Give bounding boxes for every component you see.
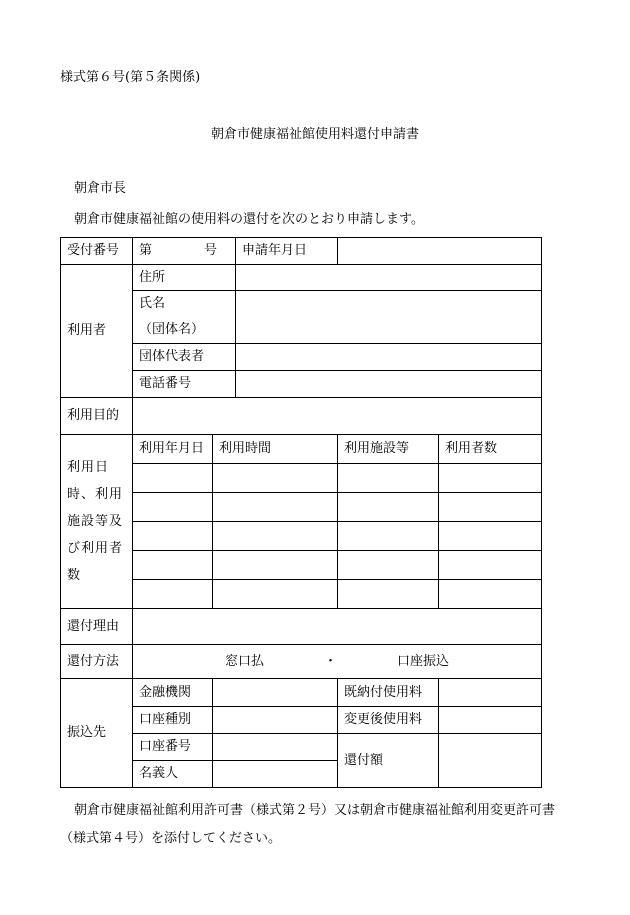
- method-counter-option[interactable]: 窓口払: [224, 653, 264, 669]
- usage-date-cell[interactable]: [133, 464, 213, 493]
- account-type-label: 口座種別: [133, 707, 213, 734]
- refund-method-label: 還付方法: [61, 645, 133, 679]
- usage-date-cell[interactable]: [133, 580, 213, 609]
- usage-time-cell[interactable]: [213, 580, 338, 609]
- usage-facility-cell[interactable]: [338, 464, 439, 493]
- refund-reason-field[interactable]: [133, 609, 542, 645]
- receipt-number-field[interactable]: [133, 238, 236, 265]
- usage-col-date: 利用年月日: [133, 435, 213, 464]
- usage-row: [61, 493, 542, 522]
- usage-row: [61, 464, 542, 493]
- method-separator: ・: [323, 653, 337, 669]
- usage-row: [61, 551, 542, 580]
- usage-row: [61, 580, 542, 609]
- usage-facility-cell[interactable]: [338, 493, 439, 522]
- refund-method-field: [133, 645, 542, 679]
- transfer-label: 振込先: [61, 679, 133, 788]
- usage-count-cell[interactable]: [439, 551, 542, 580]
- usage-facility-cell[interactable]: [338, 551, 439, 580]
- application-form-table: [60, 237, 542, 788]
- usage-row: [61, 522, 542, 551]
- name-label-cell: [133, 291, 236, 344]
- address-field[interactable]: [236, 265, 542, 291]
- user-label: 利用者: [61, 265, 133, 398]
- phone-field[interactable]: [236, 371, 542, 398]
- refund-reason-label: 還付理由: [61, 609, 133, 645]
- intro-text: 朝倉市健康福祉館の使用料の還付を次のとおり申請します。: [74, 212, 424, 227]
- representative-label: 団体代表者: [133, 344, 236, 371]
- refund-amount-label: 還付額: [338, 734, 439, 788]
- attachment-note-line2: （様式第４号）を添付してください。: [60, 831, 282, 846]
- application-date-label: 申請年月日: [236, 238, 338, 265]
- application-date-field[interactable]: [338, 238, 542, 265]
- receipt-number-prefix: 第: [139, 243, 153, 258]
- form-number: 様式第６号(第５条関係): [60, 70, 201, 85]
- attachment-note-line1: 朝倉市健康福祉館利用許可書（様式第２号）又は朝倉市健康福祉館利用変更許可書: [74, 803, 556, 818]
- usage-count-cell[interactable]: [439, 464, 542, 493]
- usage-count-cell[interactable]: [439, 522, 542, 551]
- method-transfer-option[interactable]: 口座振込: [397, 653, 450, 669]
- usage-col-time: 利用時間: [213, 435, 338, 464]
- usage-date-cell[interactable]: [133, 493, 213, 522]
- refund-amount-field[interactable]: [439, 734, 542, 788]
- usage-time-cell[interactable]: [213, 464, 338, 493]
- usage-date-cell[interactable]: [133, 522, 213, 551]
- usage-facility-cell[interactable]: [338, 580, 439, 609]
- usage-col-facility: 利用施設等: [338, 435, 439, 464]
- usage-time-cell[interactable]: [213, 493, 338, 522]
- addressee: 朝倉市長: [74, 181, 127, 196]
- paid-fee-field[interactable]: [439, 679, 542, 707]
- usage-date-cell[interactable]: [133, 551, 213, 580]
- bank-field[interactable]: [213, 679, 338, 707]
- account-type-field[interactable]: [213, 707, 338, 734]
- bank-label: 金融機関: [133, 679, 213, 707]
- name-label: 氏名: [139, 296, 166, 311]
- account-number-field[interactable]: [213, 734, 338, 761]
- account-number-label: 口座番号: [133, 734, 213, 761]
- paid-fee-label: 既納付使用料: [338, 679, 439, 707]
- usage-time-cell[interactable]: [213, 522, 338, 551]
- purpose-field[interactable]: [133, 398, 542, 435]
- usage-facility-cell[interactable]: [338, 522, 439, 551]
- usage-count-cell[interactable]: [439, 580, 542, 609]
- usage-col-count: 利用者数: [439, 435, 542, 464]
- receipt-row: [61, 238, 542, 265]
- representative-field[interactable]: [236, 344, 542, 371]
- usage-time-cell[interactable]: [213, 551, 338, 580]
- purpose-label: 利用目的: [61, 398, 133, 435]
- changed-fee-label: 変更後使用料: [338, 707, 439, 734]
- group-name-label: （団体名）: [139, 322, 205, 337]
- receipt-number-suffix: 号: [204, 243, 218, 258]
- page-title: 朝倉市健康福祉館使用料還付申請書: [210, 127, 419, 142]
- phone-label: 電話番号: [133, 371, 236, 398]
- address-label: 住所: [133, 265, 236, 291]
- account-holder-label: 名義人: [133, 761, 213, 788]
- account-holder-field[interactable]: [213, 761, 338, 788]
- usage-group-label: 利用日時、利用施設等及び利用者数: [61, 435, 133, 609]
- receipt-number-label: 受付番号: [61, 238, 133, 265]
- changed-fee-field[interactable]: [439, 707, 542, 734]
- usage-count-cell[interactable]: [439, 493, 542, 522]
- name-field[interactable]: [236, 291, 542, 344]
